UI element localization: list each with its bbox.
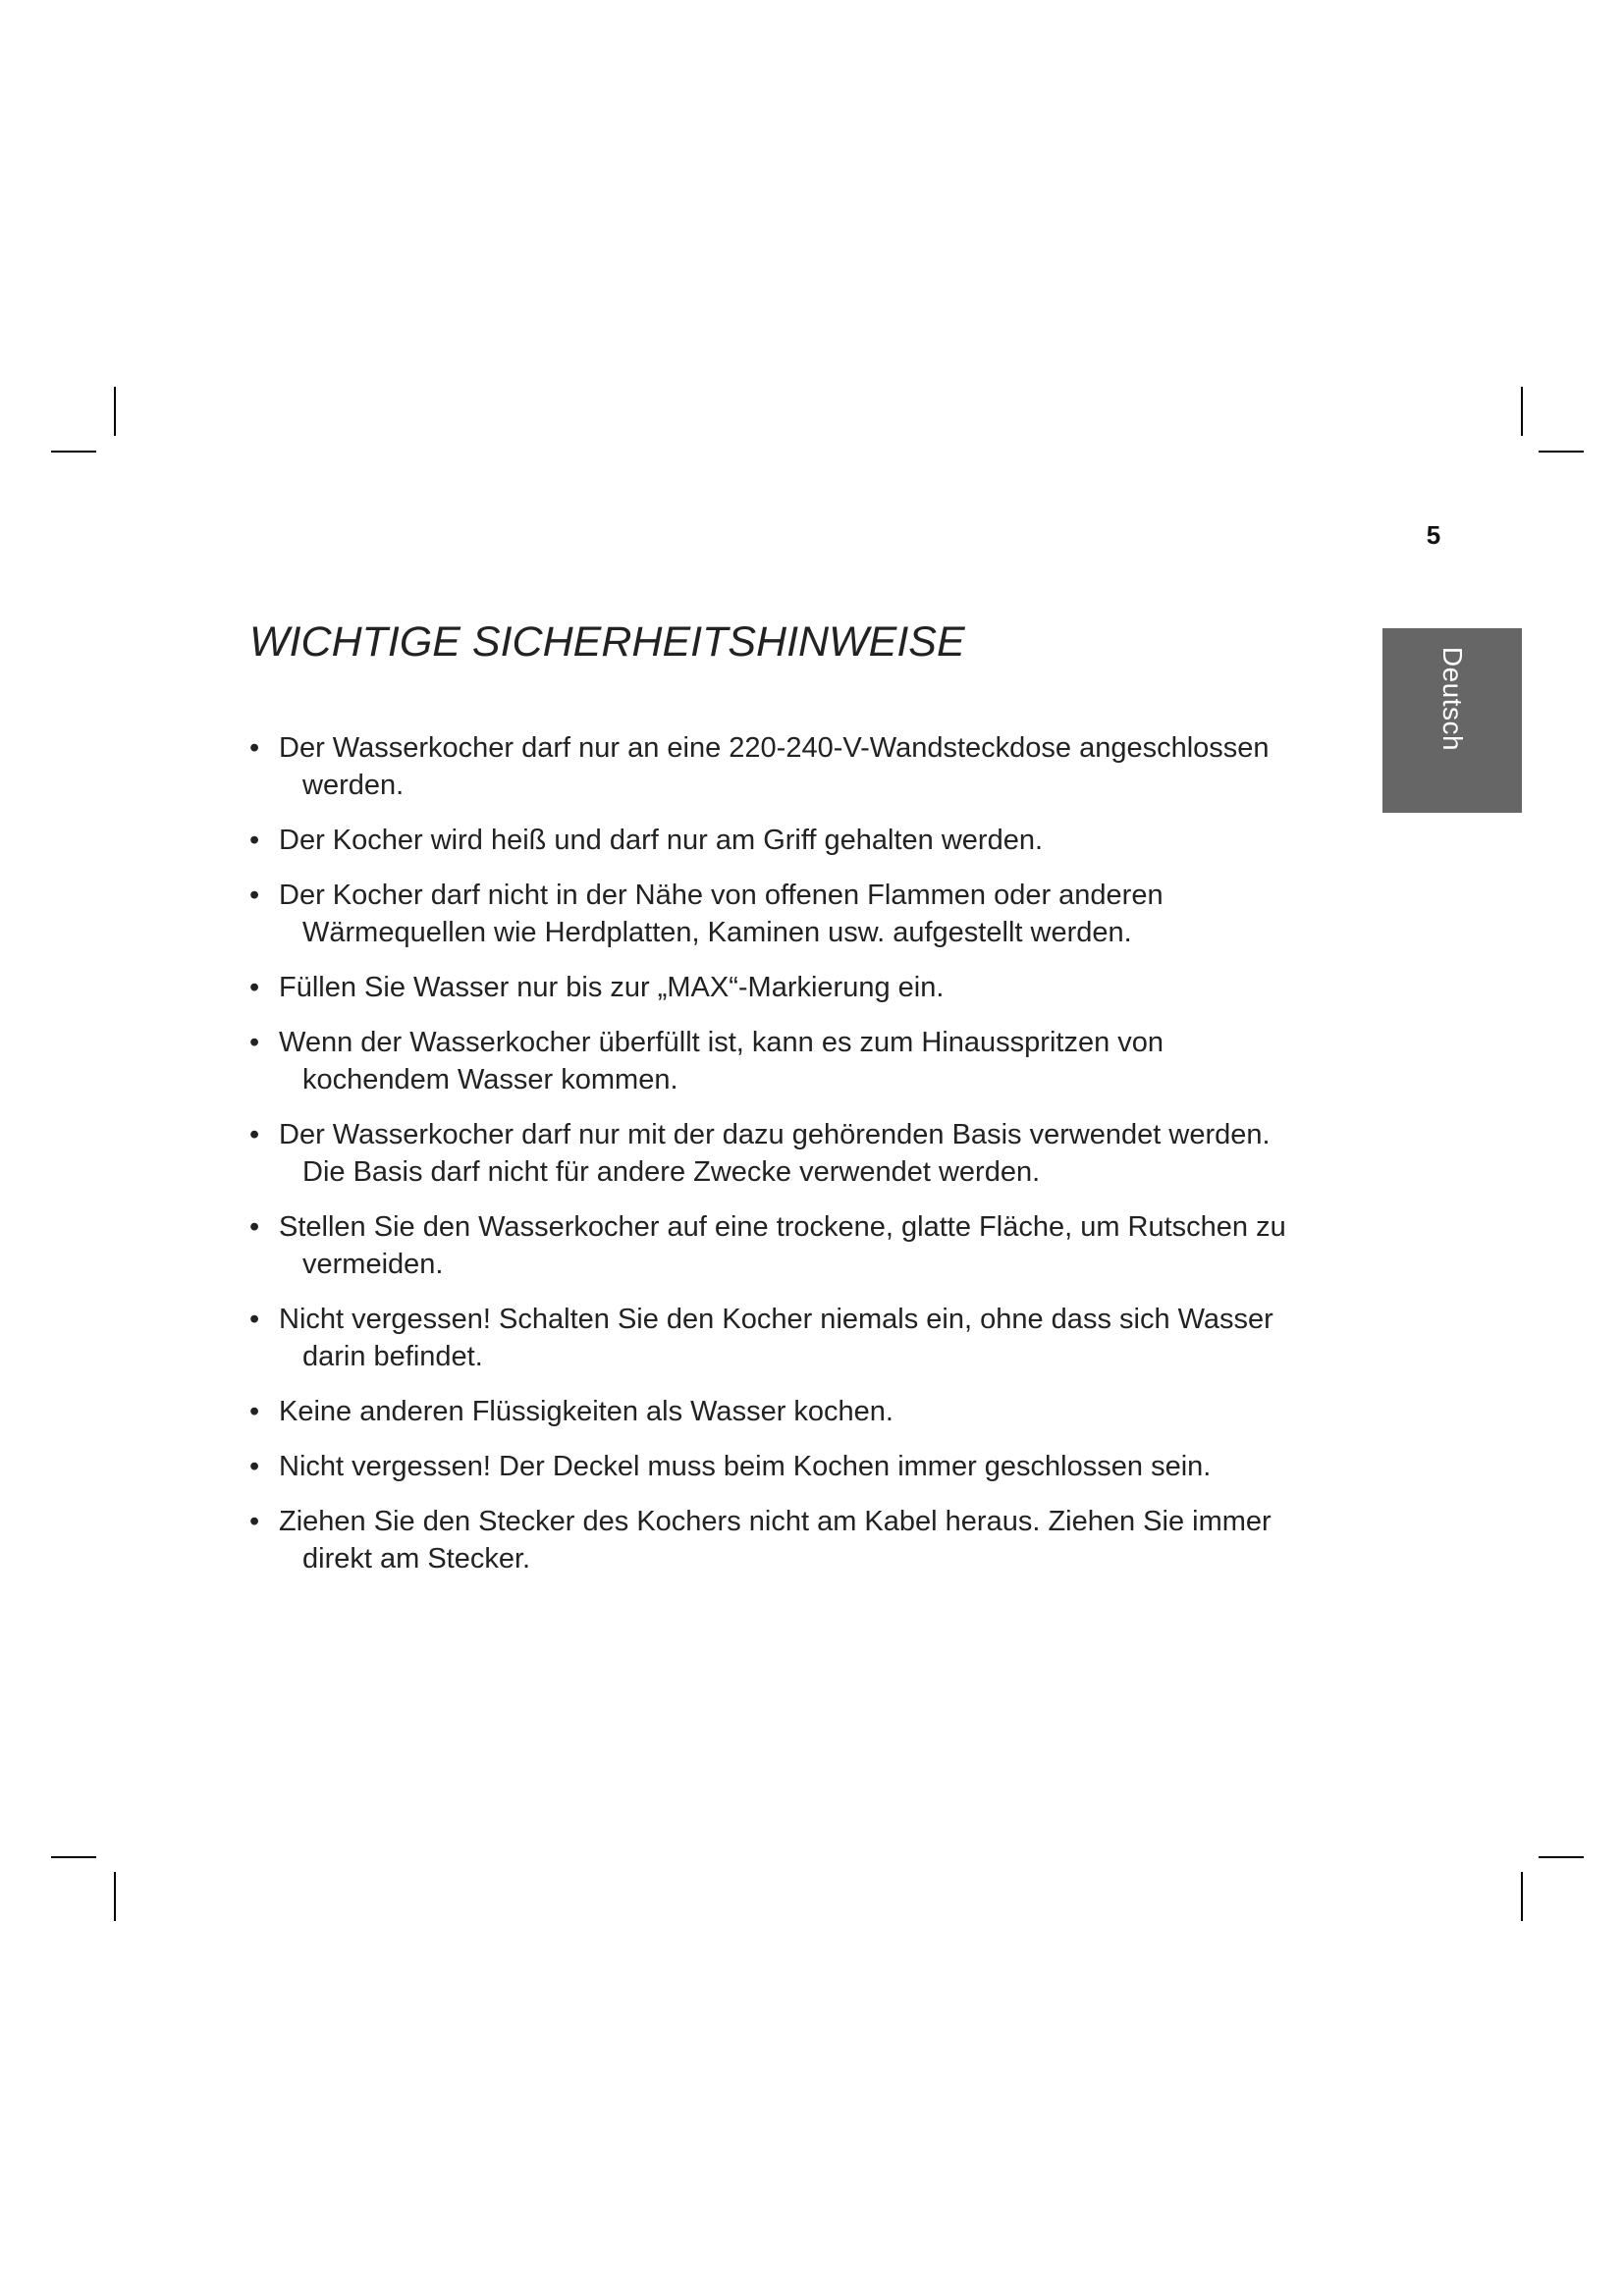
list-item-line: Der Wasserkocher darf nur mit der dazu gehörenden Basis verwendet werden. xyxy=(279,1119,1271,1150)
list-item-line-continued: darin befindet. xyxy=(302,1341,483,1372)
list-item-line-continued: werden. xyxy=(302,770,405,801)
list-item-line: Füllen Sie Wasser nur bis zur „MAX“-Markierung ein. xyxy=(279,972,945,1003)
list-item-line: Keine anderen Flüssigkeiten als Wasser kochen. xyxy=(279,1396,893,1427)
list-item-line: Der Kocher wird heiß und darf nur am Griff gehalten werden. xyxy=(279,825,1044,856)
page-number: 5 xyxy=(1426,520,1441,550)
bullet-icon: • xyxy=(249,972,260,1003)
crop-mark-top-right-vertical xyxy=(1521,387,1523,436)
list-item xyxy=(249,1448,1349,1485)
bullet-icon: • xyxy=(249,880,260,911)
bullet-icon: • xyxy=(249,1027,260,1058)
crop-mark-bottom-left-horizontal xyxy=(51,1856,96,1858)
list-item-line: Stellen Sie den Wasserkocher auf eine trockene, glatte Fläche, um Rutschen zu xyxy=(279,1211,1286,1243)
list-item xyxy=(249,877,1349,951)
list-item-line: Der Kocher darf nicht in der Nähe von offenen Flammen oder anderen xyxy=(279,880,1164,911)
list-item xyxy=(249,1116,1349,1191)
crop-mark-bottom-right-vertical xyxy=(1521,1872,1523,1921)
list-item-line: Der Wasserkocher darf nur an eine 220-240-V-Wandsteckdose angeschlossen xyxy=(279,732,1270,764)
safety-instructions-list xyxy=(249,729,1349,1595)
bullet-icon: • xyxy=(249,825,260,856)
language-tab xyxy=(1382,628,1522,813)
list-item xyxy=(249,1393,1349,1430)
bullet-icon: • xyxy=(249,1211,260,1243)
list-item xyxy=(249,729,1349,804)
bullet-icon: • xyxy=(249,1396,260,1427)
list-item xyxy=(249,1208,1349,1283)
bullet-icon: • xyxy=(249,1304,260,1335)
list-item-line-continued: kochendem Wasser kommen. xyxy=(302,1064,678,1095)
list-item-line: Wenn der Wasserkocher überfüllt ist, kann es zum Hinausspritzen von xyxy=(279,1027,1164,1058)
list-item-line: Nicht vergessen! Der Deckel muss beim Kochen immer geschlossen sein. xyxy=(279,1451,1212,1482)
list-item xyxy=(249,969,1349,1006)
list-item xyxy=(249,1301,1349,1375)
list-item xyxy=(249,822,1349,859)
bullet-icon: • xyxy=(249,1119,260,1150)
list-item-line: Nicht vergessen! Schalten Sie den Kocher niemals ein, ohne dass sich Wasser xyxy=(279,1304,1273,1335)
list-item xyxy=(249,1024,1349,1098)
crop-mark-bottom-left-vertical xyxy=(114,1872,116,1921)
bullet-icon: • xyxy=(249,732,260,764)
list-item-line-continued: Die Basis darf nicht für andere Zwecke verwendet werden. xyxy=(302,1156,1041,1188)
list-item-line: Ziehen Sie den Stecker des Kochers nicht am Kabel heraus. Ziehen Sie immer xyxy=(279,1506,1272,1537)
list-item-line-continued: direkt am Stecker. xyxy=(302,1543,531,1575)
language-tab-label: Deutsch xyxy=(1437,646,1468,752)
page-title: WICHTIGE SICHERHEITSHINWEISE xyxy=(249,618,965,666)
crop-mark-top-right-horizontal xyxy=(1539,451,1584,453)
crop-mark-top-left-horizontal xyxy=(51,451,96,453)
crop-mark-top-left-vertical xyxy=(114,387,116,436)
list-item-line-continued: Wärmequellen wie Herdplatten, Kaminen usw. aufgestellt werden. xyxy=(302,917,1132,948)
bullet-icon: • xyxy=(249,1451,260,1482)
list-item xyxy=(249,1503,1349,1577)
bullet-icon: • xyxy=(249,1506,260,1537)
list-item-line-continued: vermeiden. xyxy=(302,1249,444,1280)
crop-mark-bottom-right-horizontal xyxy=(1539,1856,1584,1858)
